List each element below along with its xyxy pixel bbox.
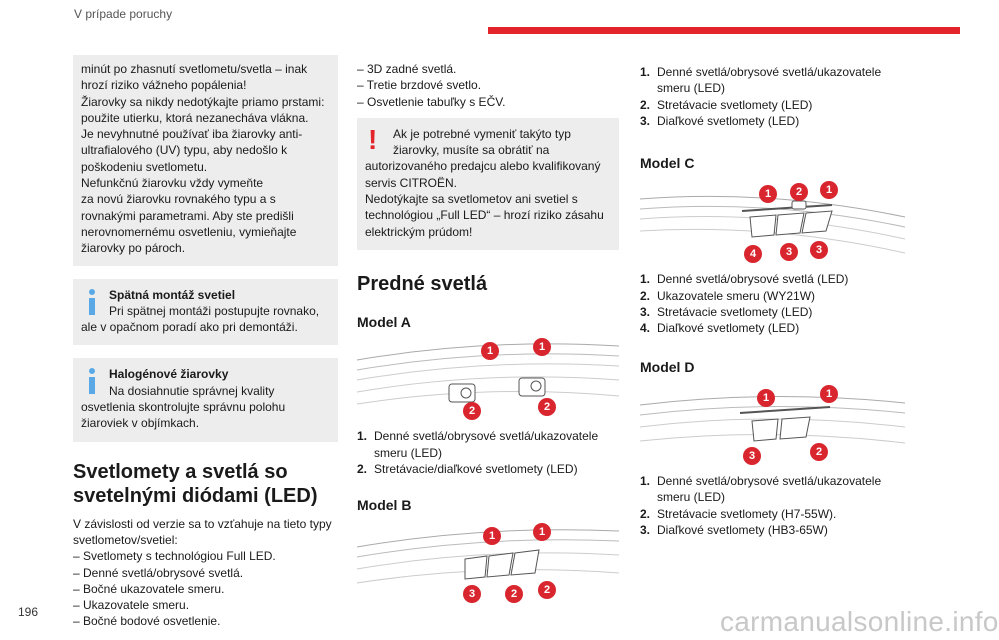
list-item: 3. Diaľkové svetlomety (LED) [640,113,800,128]
text-line: Žiarovky sa nikdy nedotýkajte priamo prstami: [81,94,325,109]
warning-continued-box [73,55,338,266]
model-a-list [357,428,619,477]
list-item: 1. Denné svetlá/obrysové svetlá (LED) [640,272,849,287]
model-b-list [640,64,905,129]
callout-marker: 3 [743,447,761,465]
text-line: Ak je potrebné vymeniť takýto typ [393,126,571,141]
section-heading-led: Svetlomety a svetlá so svetelnými diódami (LED) [73,460,318,507]
exclamation-icon: ! [368,123,378,155]
text-line: Nedotýkajte sa svetlometov ani svetiel s [365,192,578,207]
list-item: 2. Stretávacie svetlomety (H7-55W). [640,506,837,521]
running-header: V prípade poruchy [74,7,173,21]
text-line: žiaroviek v objímkach. [81,416,200,431]
list-item: 4. Diaľkové svetlomety (LED) [640,321,800,336]
callout-marker: 3 [780,243,798,261]
callout-marker: 2 [538,398,556,416]
model-d-list [640,473,905,538]
text-line: Na dosiahnutie správnej kvality [109,383,275,398]
text-line: Nefunkčnú žiarovku vždy vymeňte [81,176,264,191]
text-line: žiarovky po pároch. [81,241,186,256]
text-line: žiarovky, musíte sa obrátiť na [393,143,550,158]
text-line: V závislosti od verzie sa to vzťahuje na tieto typy [73,516,332,531]
callout-marker: 2 [790,183,808,201]
list-item: – Svetlomety s technológiou Full LED. [73,549,276,564]
text-line: technológiou „Full LED“ – hrozí riziko zásahu [365,208,604,223]
header-accent-bar [488,27,960,34]
column-2 [357,55,619,611]
text-line: nerovnomernému osvetleniu, vymieňajte [81,224,297,239]
callout-marker: 1 [481,342,499,360]
text-line: rovnakými parametrami. Aby ste predišli [81,208,294,223]
text-line: elektrickým prúdom! [365,224,473,239]
model-d-title: Model D [640,358,695,375]
list-item: 2. Stretávacie/diaľkové svetlomety (LED) [357,461,578,476]
model-a-title: Model A [357,313,411,330]
info-title: Spätná montáž svetiel [109,287,236,302]
model-c-title: Model C [640,155,695,172]
page-number: 196 [18,605,39,619]
callout-marker: 1 [820,181,838,199]
section-heading-front: Predné svetlá [357,272,488,295]
column-1 [73,55,338,630]
text-line: hrozí riziko vážneho popálenia! [81,78,247,93]
callout-marker: 2 [810,443,828,461]
list-item: – Bočné ukazovatele smeru. [73,581,225,596]
led-intro [73,516,338,549]
callout-marker: 2 [505,585,523,603]
model-b-title: Model B [357,497,412,514]
model-c-illustration [640,181,905,263]
list-item: – Tretie brzdové svetlo. [357,78,482,93]
callout-marker: 1 [759,185,777,203]
info-title: Halogénové žiarovky [109,367,229,382]
info-icon [89,368,95,394]
text-line: ultrafialového (UV) typu, aby nedošlo k [81,143,288,158]
led-list-continued [357,61,619,110]
callout-marker: 2 [463,402,481,420]
watermark: carmanualsonline.info [720,606,999,637]
list-item: – Osvetlenie tabuľky s EČV. [357,94,506,109]
text-line: Je nevyhnutné používať iba žiarovky anti- [81,127,303,142]
model-b-illustration [357,523,619,603]
text-line: osvetlenia skontrolujte správnu polohu [81,400,286,415]
text-line: ale v opačnom poradí ako pri demontáži. [81,320,298,335]
text-line: za novú žiarovku rovnakého typu a s [81,192,276,207]
callout-marker: 1 [533,523,551,541]
list-item: 1. Denné svetlá/obrysové svetlá/ukazovatele smeru (LED) [640,65,882,96]
callout-marker: 1 [483,527,501,545]
list-item: – Ukazovatele smeru. [73,598,190,613]
warning-box-fullled [357,118,619,250]
text-line: minút po zhasnutí svetlometu/svetla – inak [81,62,308,76]
led-list [73,548,338,629]
info-box-halogen [73,358,338,441]
list-item: 3. Diaľkové svetlomety (HB3-65W) [640,522,828,537]
model-d-illustration [640,385,905,465]
model-a-illustration [357,340,619,420]
callout-marker: 1 [533,338,551,356]
info-icon [89,289,95,315]
list-item: – Denné svetlá/obrysové svetlá. [73,565,244,580]
callout-marker: 3 [810,241,828,259]
text-line: poškodeniu svetlometu. [81,159,208,174]
callout-marker: 3 [463,585,481,603]
text-line: autorizovaného predajcu alebo kvalifikovaný [365,159,601,174]
text-line: servis CITROËN. [365,175,458,190]
callout-marker: 1 [820,385,838,403]
callout-marker: 4 [744,245,762,263]
callout-marker: 2 [538,581,556,599]
text-line: použite utierku, ktorá nezanecháva vlákna. [81,110,309,125]
list-item: – 3D zadné svetlá. [357,62,457,76]
list-item: 1. Denné svetlá/obrysové svetlá/ukazovatele smeru (LED) [357,429,599,460]
callout-marker: 1 [757,389,775,407]
column-3 [640,55,905,538]
info-box-refit [73,279,338,346]
text-line: svetlometov/svetiel: [73,532,178,547]
model-c-list [640,271,905,336]
list-item: 1. Denné svetlá/obrysové svetlá/ukazovatele smeru (LED) [640,473,882,505]
list-item: 2. Ukazovatele smeru (WY21W) [640,288,816,303]
list-item: 3. Stretávacie svetlomety (LED) [640,305,813,320]
list-item: – Bočné bodové osvetlenie. [73,614,221,629]
text-line: Pri spätnej montáži postupujte rovnako, [109,303,320,318]
list-item: 2. Stretávacie svetlomety (LED) [640,97,813,112]
